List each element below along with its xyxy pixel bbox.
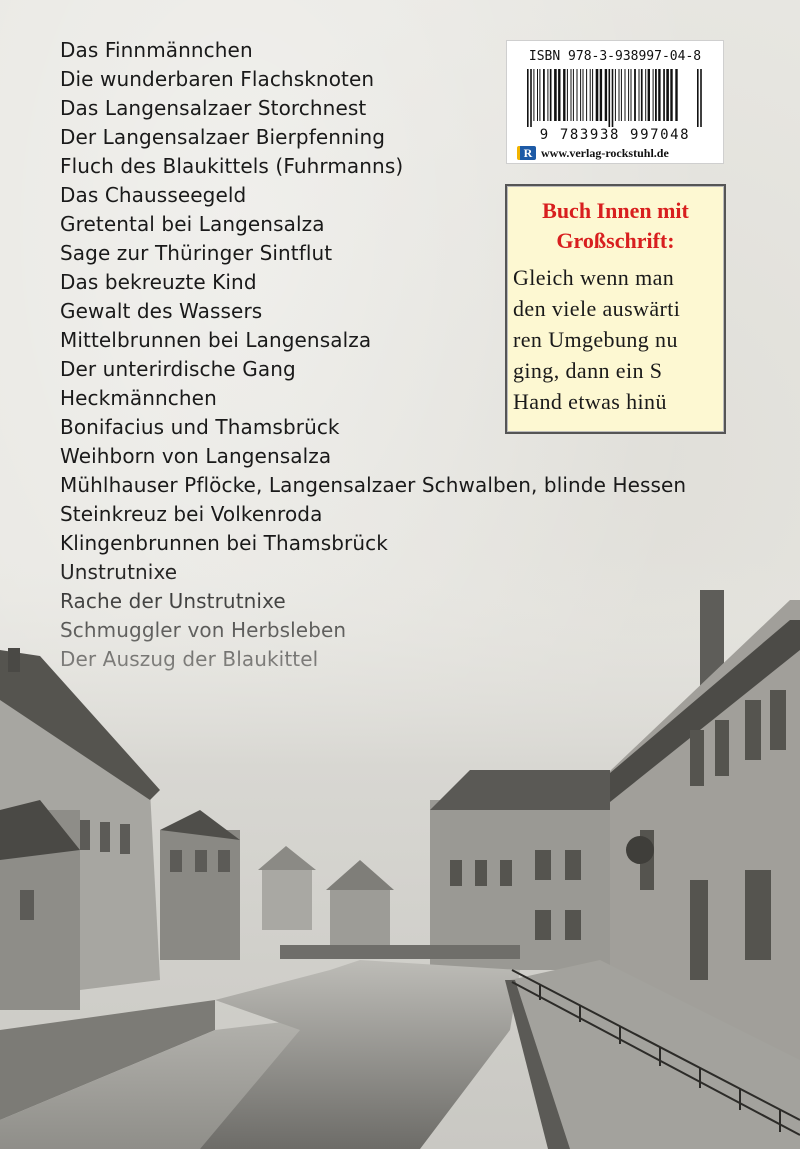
barcode-bar — [550, 69, 552, 121]
barcode-bar — [573, 69, 574, 121]
barcode-bar — [580, 69, 581, 121]
barcode-bar — [625, 69, 626, 121]
story-title: Der unterirdische Gang — [60, 357, 296, 381]
barcode-bars — [525, 69, 707, 127]
story-title: Fluch des Blaukittels (Fuhrmanns) — [60, 154, 404, 178]
story-title: Heckmännchen — [60, 386, 217, 410]
sample-text — [513, 262, 726, 417]
publisher-logo-icon: R — [517, 146, 536, 160]
barcode-bar — [621, 69, 622, 121]
barcode-bar — [645, 69, 646, 121]
sample-line: Gleich wenn man — [513, 265, 675, 290]
barcode-bar — [600, 69, 602, 121]
story-title: Sage zur Thüringer Sintflut — [60, 241, 333, 265]
barcode-bar — [543, 69, 545, 121]
story-title: Gretental bei Langensalza — [60, 212, 325, 236]
barcode-bar — [537, 69, 538, 121]
publisher-line — [517, 146, 669, 160]
barcode-bar — [634, 69, 636, 121]
barcode-bar — [700, 69, 702, 127]
story-title: Das Finnmännchen — [60, 38, 253, 62]
barcode-bar — [648, 69, 650, 121]
heading-line: Großschrift: — [556, 228, 675, 253]
story-title: Mühlhauser Pflöcke, Langensalzaer Schwalben, blinde Hessen — [60, 473, 687, 497]
story-title: Mittelbrunnen bei Langensalza — [60, 328, 372, 352]
barcode-bar — [655, 69, 657, 121]
barcode-bar — [619, 69, 620, 121]
barcode-bar — [539, 69, 540, 121]
heading-line: Buch Innen mit — [542, 198, 689, 223]
story-title: Bonifacius und Thamsbrück — [60, 415, 340, 439]
barcode-bar — [547, 69, 548, 121]
barcode-bar — [653, 69, 654, 121]
barcode-bar — [675, 69, 677, 121]
isbn-barcode-panel — [506, 40, 724, 164]
barcode-bar — [577, 69, 578, 121]
barcode-bar — [628, 69, 629, 121]
barcode-bar — [639, 69, 640, 121]
barcode-bar — [596, 69, 599, 121]
story-title: Das Langensalzaer Storchnest — [60, 96, 367, 120]
barcode-bar — [527, 69, 529, 127]
story-title: Die wunderbaren Flachsknoten — [60, 67, 375, 91]
sample-line: Hand etwas hinü — [513, 389, 667, 414]
sample-line: ging, dann ein S — [513, 358, 663, 383]
background-bridge — [280, 945, 520, 959]
barcode-bar — [583, 69, 584, 121]
story-title: Klingenbrunnen bei Thamsbrück — [60, 531, 388, 555]
barcode-bar — [533, 69, 534, 121]
barcode-bar — [612, 69, 614, 127]
barcode-bar — [563, 69, 565, 121]
large-print-sample — [505, 184, 726, 434]
barcode-bar — [605, 69, 607, 121]
story-title: Weihborn von Langensalza — [60, 444, 332, 468]
story-title: Steinkreuz bei Volkenroda — [60, 502, 323, 526]
story-title: Gewalt des Wassers — [60, 299, 263, 323]
story-title: Das bekreuzte Kind — [60, 270, 257, 294]
barcode-bar — [558, 69, 560, 121]
barcode-bar — [567, 69, 568, 121]
story-title: Der Langensalzaer Bierpfenning — [60, 125, 386, 149]
barcode-bar — [658, 69, 660, 121]
barcode-bar — [641, 69, 643, 121]
barcode-bar — [670, 69, 672, 121]
barcode-bar — [609, 69, 611, 127]
barcode-bar — [697, 69, 699, 127]
sample-line: den viele auswärti — [513, 296, 681, 321]
barcode-bar — [586, 69, 587, 121]
town-canal-photo — [0, 560, 800, 1149]
sample-line: ren Umgebung nu — [513, 327, 678, 352]
barcode-bar — [530, 69, 532, 127]
publisher-url: www.verlag-rockstuhl.de — [541, 145, 669, 160]
barcode-bar — [615, 69, 616, 121]
barcode-bar — [590, 69, 591, 121]
barcode-bar — [663, 69, 665, 121]
barcode-bar — [571, 69, 572, 121]
isbn-label: ISBN 978-3-938997-04-8 — [528, 49, 702, 64]
barcode-digits: 9 783938 997048 — [539, 127, 691, 143]
barcode-bar — [666, 69, 669, 121]
barcode-bar — [554, 69, 557, 121]
large-print-heading — [507, 196, 724, 256]
story-title: Das Chausseegeld — [60, 183, 247, 207]
barcode-bar — [592, 69, 593, 121]
barcode-bar — [631, 69, 632, 121]
